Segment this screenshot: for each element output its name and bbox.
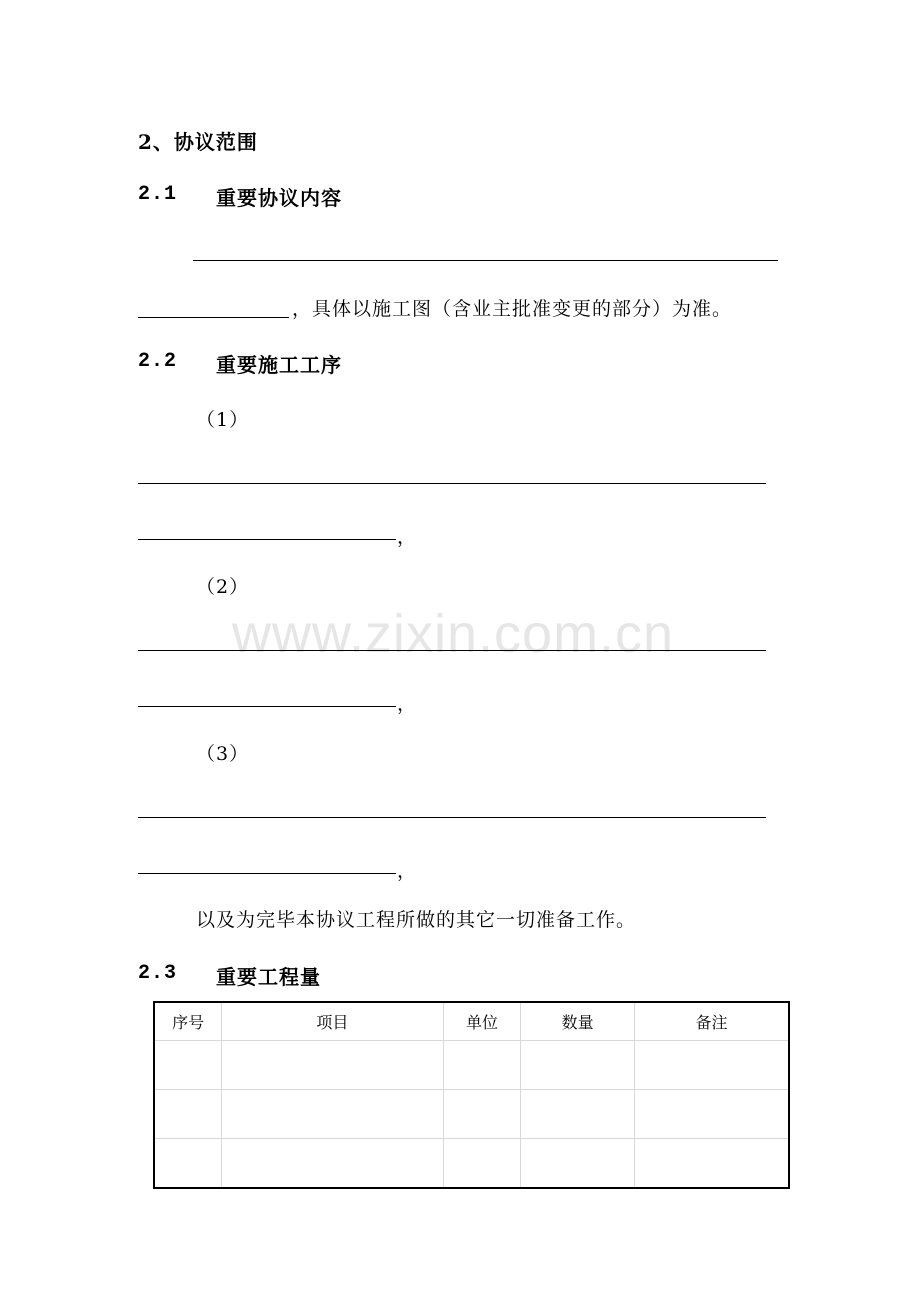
table-header-cell: 单位 (443, 1002, 521, 1041)
section-title: 2、协议范围 (138, 130, 258, 154)
closing-text: 以及为完毕本协议工程所做的其它一切准备工作。 (196, 909, 637, 931)
table-cell (521, 1041, 635, 1090)
subsection-number-2-1: 2.1 (138, 183, 178, 206)
table-cell (634, 1090, 789, 1139)
table-row (154, 1090, 789, 1139)
process-item-comma-2: ， (397, 693, 418, 715)
subsection-title-2-1: 重要协议内容 (216, 186, 342, 210)
table-header-cell: 备注 (634, 1002, 789, 1041)
table-row (154, 1139, 789, 1189)
table-cell (222, 1139, 443, 1189)
table-cell (154, 1041, 222, 1090)
process-item-comma-1: ， (397, 526, 418, 548)
blank-line-process-1a (138, 483, 766, 484)
quantities-table (153, 1001, 790, 1189)
table-cell (222, 1041, 443, 1090)
table-header-cell: 序号 (154, 1002, 222, 1041)
blank-line-scope-2 (138, 317, 289, 318)
table-header-cell: 数量 (521, 1002, 635, 1041)
table-cell (521, 1139, 635, 1189)
table-cell (443, 1139, 521, 1189)
table-cell (443, 1090, 521, 1139)
table-cell (521, 1090, 635, 1139)
process-item-label-2: （2） (196, 576, 250, 598)
process-item-label-1: （1） (196, 409, 250, 431)
subsection-title-2-3: 重要工程量 (216, 965, 321, 989)
table-header-cell: 项目 (222, 1002, 443, 1041)
blank-line-process-3b (138, 873, 396, 874)
subsection-number-2-3: 2.3 (138, 962, 178, 985)
scope-text: ，具体以施工图（含业主批准变更的部分）为准。 (292, 298, 733, 320)
table-cell (443, 1041, 521, 1090)
blank-line-process-2b (138, 706, 396, 707)
table-header-row (154, 1002, 789, 1041)
subsection-title-2-2: 重要施工工序 (216, 353, 342, 377)
blank-line-process-2a (138, 650, 766, 651)
process-item-comma-3: ， (397, 860, 418, 882)
table-row (154, 1041, 789, 1090)
table-cell (634, 1139, 789, 1189)
table-cell (154, 1090, 222, 1139)
process-item-label-3: （3） (196, 743, 250, 765)
table-cell (222, 1090, 443, 1139)
table-cell (154, 1139, 222, 1189)
watermark: www.zixin.com.cn (232, 604, 675, 664)
table-cell (634, 1041, 789, 1090)
blank-line-process-1b (138, 539, 396, 540)
blank-line-process-3a (138, 817, 766, 818)
subsection-number-2-2: 2.2 (138, 350, 178, 373)
blank-line-scope-1 (193, 260, 778, 261)
